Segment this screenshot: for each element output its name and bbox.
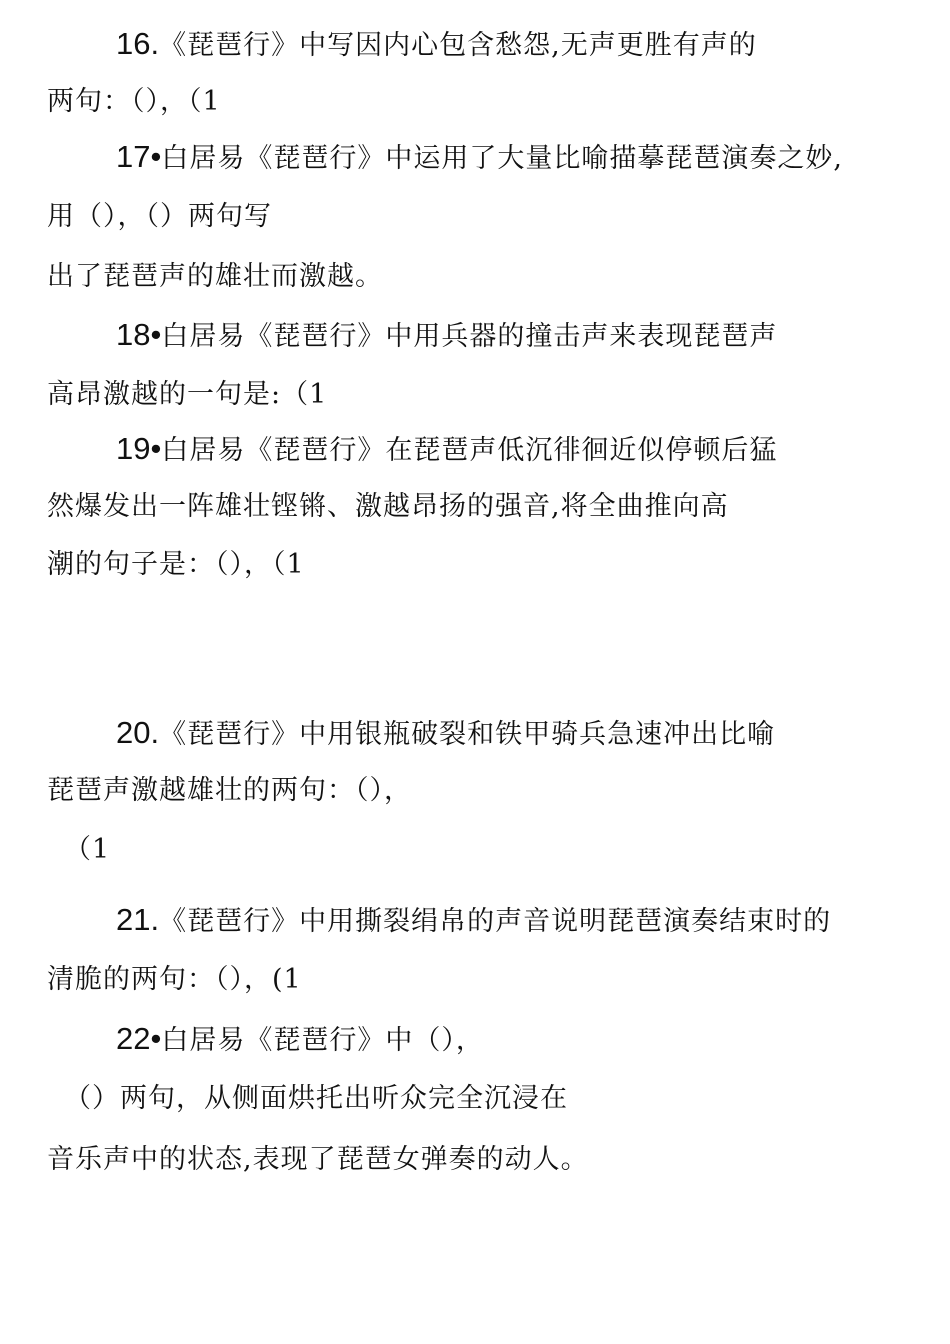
question-text: 《琵琶行》中用撕裂绢帛的声音说明琵琶演奏结束时的	[159, 906, 832, 937]
question-text: 《琵琶行》中用银瓶破裂和铁甲骑兵急速冲出比喻	[159, 719, 776, 750]
question-number: 20.	[116, 715, 160, 750]
question-20-line-2: 琵琶声激越雄壮的两句：（），	[47, 775, 412, 806]
question-18-line-1	[116, 318, 777, 354]
question-number: 17•	[116, 139, 162, 174]
question-19-line-3: 潮的句子是：（），（1	[47, 549, 305, 580]
question-22-line-2: （）两句，从侧面烘托出听众完全沉浸在	[64, 1083, 568, 1114]
question-number: 19•	[116, 431, 162, 466]
question-17-line-2: 用（），（）两句写	[47, 201, 272, 232]
question-21-line-1	[116, 903, 831, 939]
question-text: 白居易《琵琶行》在琵琶声低沉徘徊近似停顿后猛	[161, 435, 778, 466]
question-17-line-3: 出了琵琶声的雄壮而激越。	[47, 261, 383, 292]
question-22-line-3: 音乐声中的状态,表现了琵琶女弹奏的动人。	[47, 1144, 589, 1175]
question-text: 白居易《琵琶行》中用兵器的撞击声来表现琵琶声	[161, 321, 778, 352]
question-number: 16.	[116, 26, 160, 61]
question-17-line-1	[116, 140, 843, 176]
question-21-line-2: 清脆的两句：（），(1	[47, 964, 302, 995]
question-19-line-2: 然爆发出一阵雄壮铿锵、激越昂扬的强音,将全曲推向高	[47, 491, 729, 522]
question-text: 白居易《琵琶行》中（），	[161, 1025, 484, 1056]
question-18-line-2: 高昂激越的一句是:（1	[47, 379, 328, 410]
question-16-line-2: 两句：（），（1	[47, 86, 221, 117]
question-text: 白居易《琵琶行》中运用了大量比喻描摹琵琶演奏之妙,	[161, 143, 843, 174]
question-number: 18•	[116, 317, 162, 352]
question-number: 21.	[116, 902, 160, 937]
question-16-line-1	[116, 27, 757, 63]
question-19-line-1	[116, 432, 777, 468]
question-20-line-1	[116, 716, 775, 752]
question-20-line-3: （1	[64, 834, 111, 865]
question-number: 22•	[116, 1021, 162, 1056]
question-22-line-1	[116, 1022, 484, 1058]
question-text: 《琵琶行》中写因内心包含愁怨,无声更胜有声的	[159, 30, 757, 61]
